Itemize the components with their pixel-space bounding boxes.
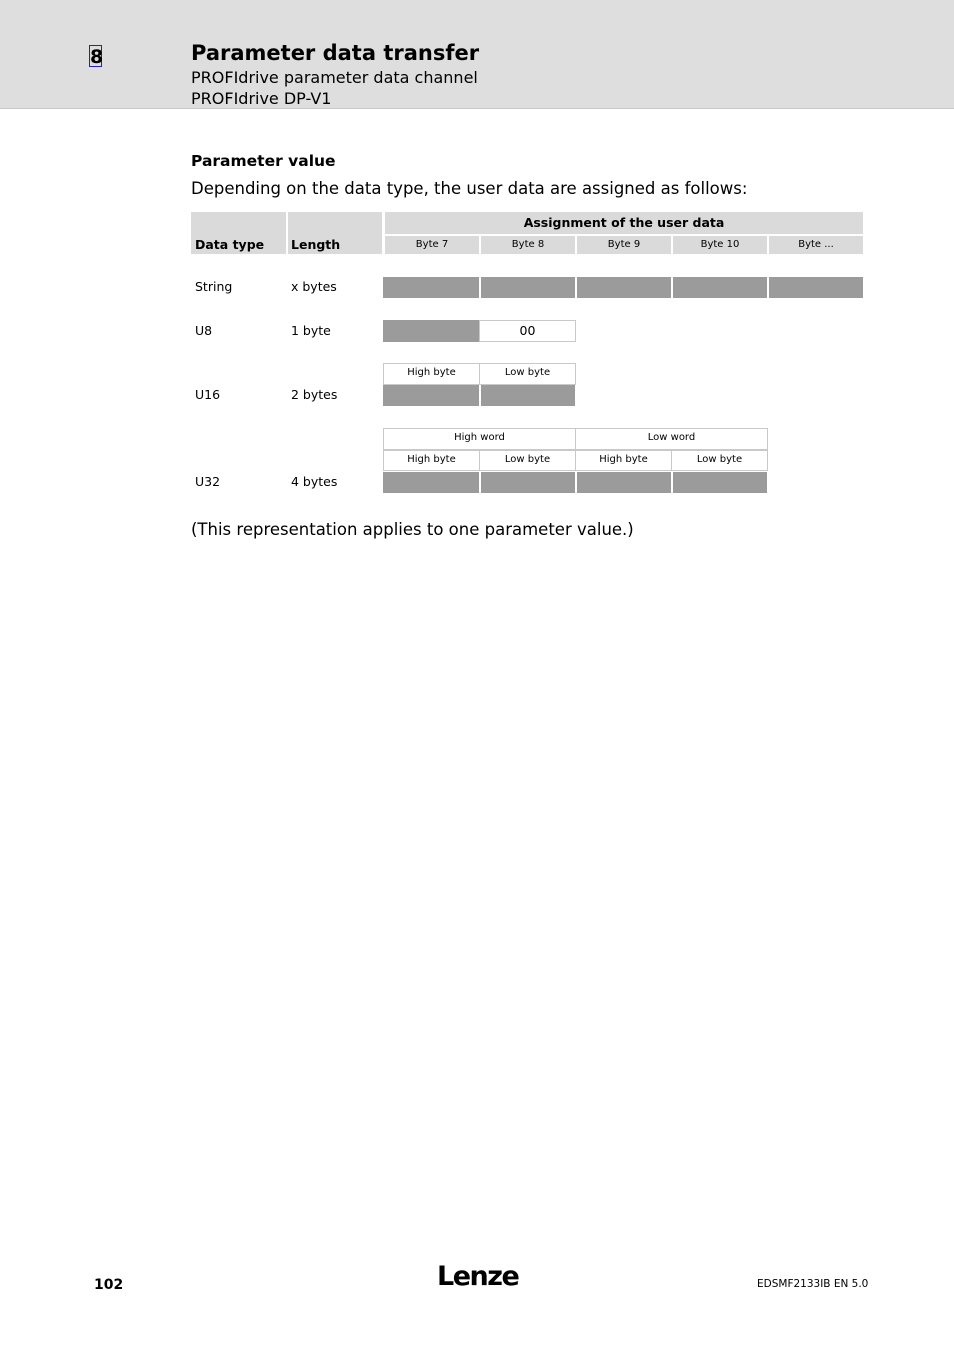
byte-fill — [481, 277, 575, 298]
section-title: Parameter value — [191, 152, 336, 170]
pad-byte-value: 00 — [519, 323, 536, 338]
column-header-length: Length — [291, 237, 341, 252]
document-id: EDSMF2133IB EN 5.0 — [757, 1278, 869, 1290]
byte-fill — [769, 277, 863, 298]
sub-label-cell: High byte — [575, 450, 672, 471]
byte-fill — [577, 472, 671, 493]
sub-label-cell: Low byte — [479, 363, 576, 385]
byte-fill — [383, 277, 479, 298]
sub-label-cell: High byte — [383, 450, 480, 471]
byte-header: Byte 7 — [385, 236, 479, 254]
row-length: 4 bytes — [291, 474, 338, 489]
chapter-subtitle-1: PROFIdrive parameter data channel — [191, 68, 478, 87]
chapter-subtitle-2: PROFIdrive DP-V1 — [191, 89, 332, 108]
page-number: 102 — [94, 1277, 124, 1293]
byte-header: Byte 10 — [673, 236, 767, 254]
column-header-assignment: Assignment of the user data — [523, 215, 725, 230]
row-data-type: U8 — [195, 323, 213, 338]
byte-fill — [673, 277, 767, 298]
sub-label-cell: Low byte — [479, 450, 576, 471]
chapter-title: Parameter data transfer — [191, 41, 480, 65]
pad-byte-cell — [479, 320, 576, 342]
section-note: (This representation applies to one parameter value.) — [191, 520, 634, 539]
byte-fill — [383, 385, 479, 406]
byte-header: Byte 8 — [481, 236, 575, 254]
page-header — [0, 0, 954, 109]
row-length: 1 byte — [291, 323, 331, 338]
byte-header: Byte 9 — [577, 236, 671, 254]
word-label-cell: Low word — [575, 428, 768, 450]
sub-label-cell: High byte — [383, 363, 480, 385]
section-intro: Depending on the data type, the user data are assigned as follows: — [191, 179, 748, 198]
lenze-logo: Lenze — [437, 1261, 519, 1292]
byte-fill — [383, 472, 479, 493]
byte-header: Byte ... — [769, 236, 863, 254]
byte-fill — [673, 472, 767, 493]
byte-fill — [577, 277, 671, 298]
byte-fill — [481, 385, 575, 406]
byte-fill — [481, 472, 575, 493]
row-data-type: U16 — [195, 387, 221, 402]
chapter-number[interactable]: 8 — [90, 46, 104, 68]
word-label-cell: High word — [383, 428, 576, 450]
row-length: 2 bytes — [291, 387, 338, 402]
row-data-type: String — [195, 279, 233, 294]
byte-fill — [383, 320, 479, 342]
sub-label-cell: Low byte — [671, 450, 768, 471]
row-data-type: U32 — [195, 474, 221, 489]
row-length: x bytes — [291, 279, 337, 294]
column-header-data-type: Data type — [195, 237, 265, 252]
